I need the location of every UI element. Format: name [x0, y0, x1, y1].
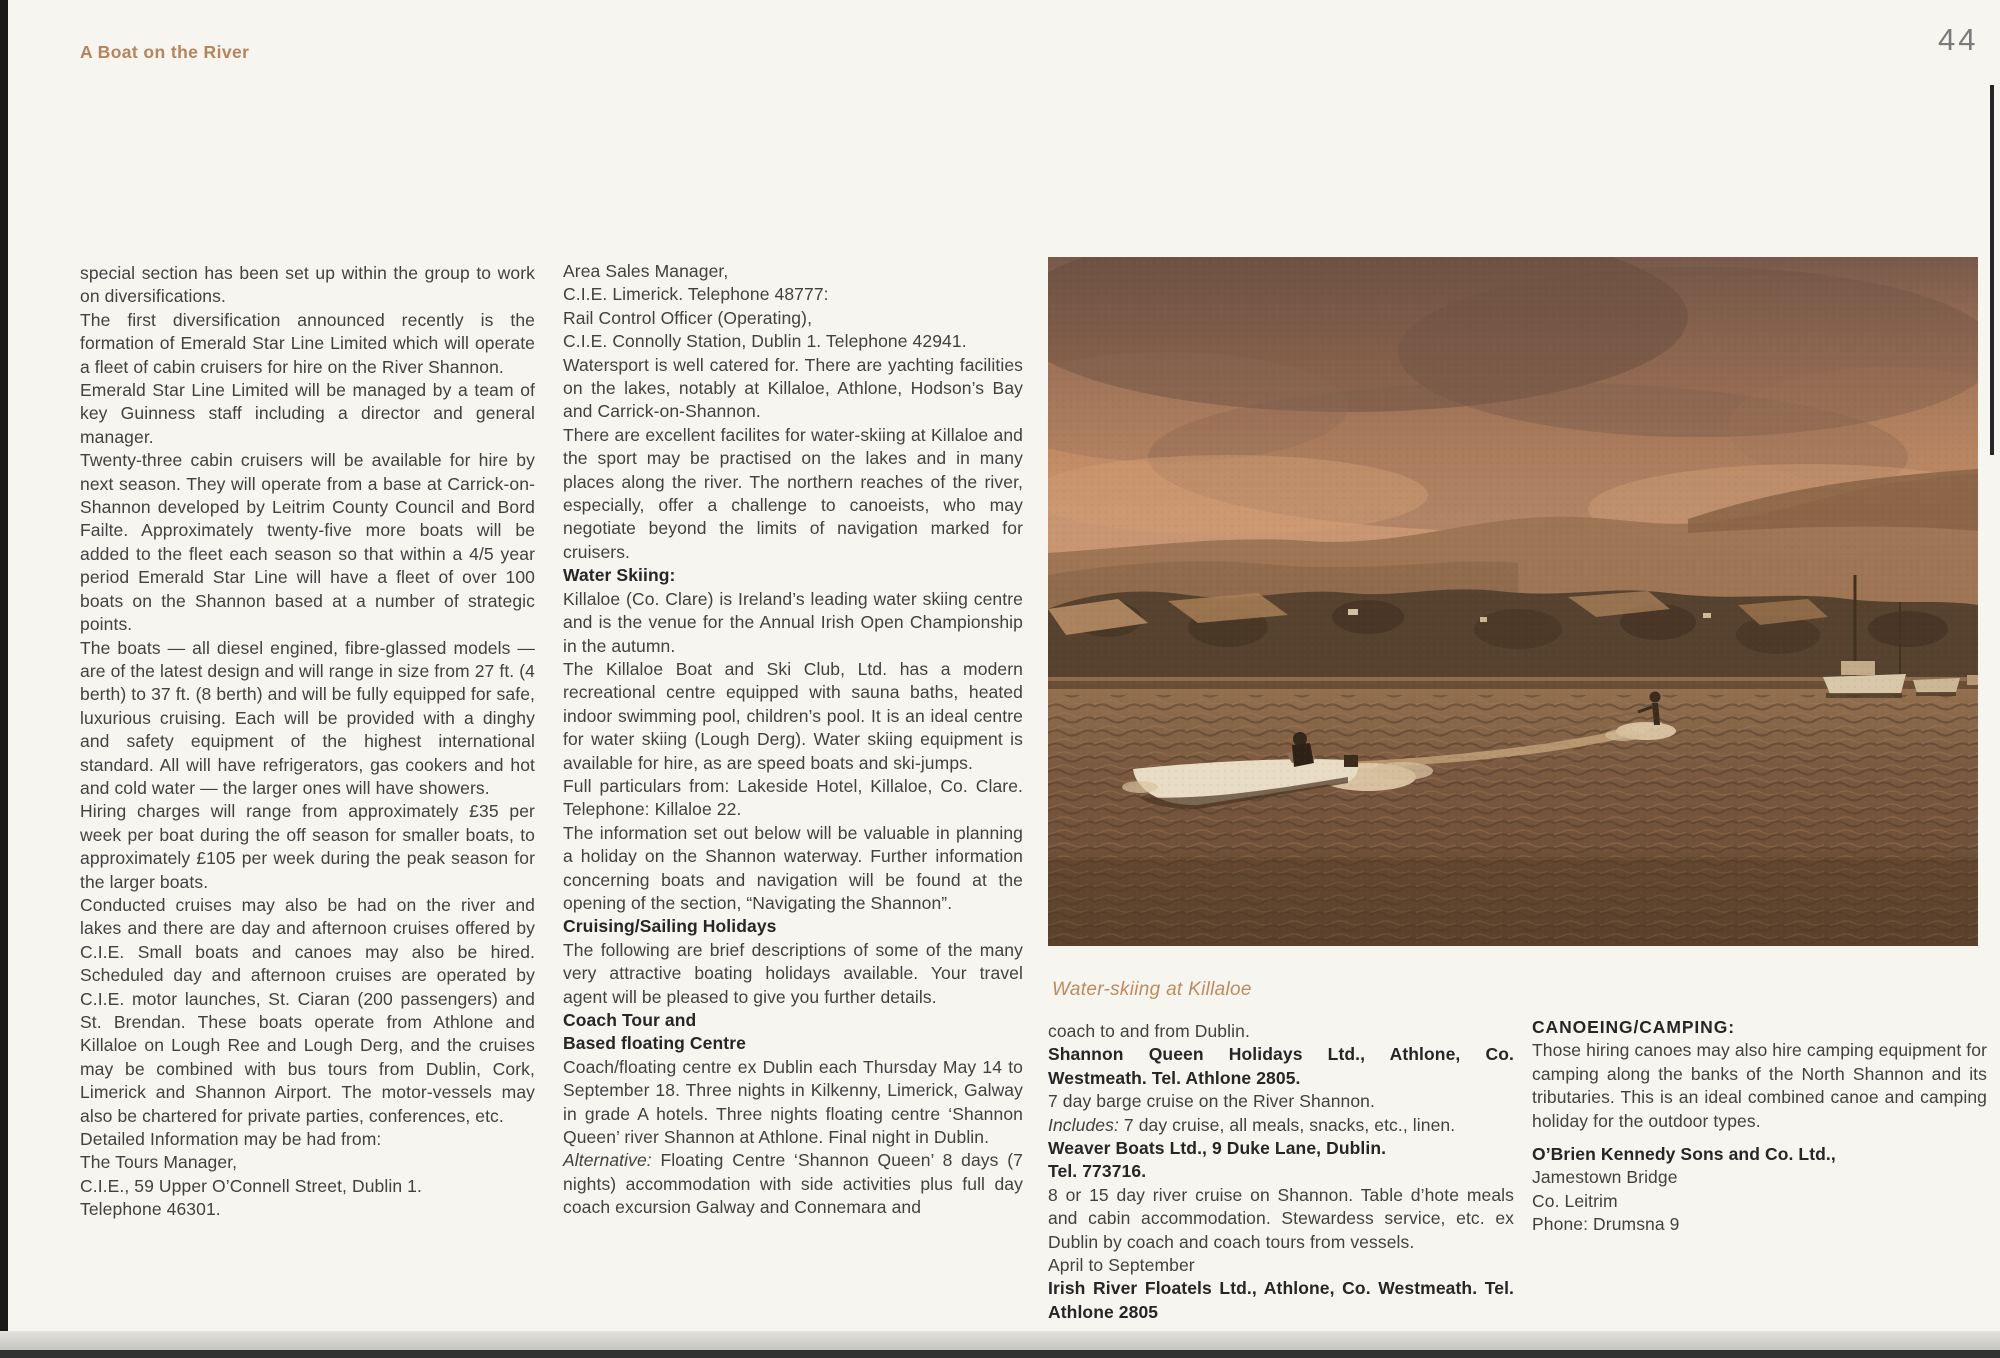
text-block: Telephone 46301. — [80, 1199, 221, 1220]
text-block: Phone: Drumsna 9 — [1532, 1214, 1680, 1235]
text-block: Full particulars from: Lakeside Hotel, Killaloe, Co. Clare. Telephone: Killaloe 22. — [563, 775, 1023, 820]
column-3 — [1048, 1020, 1514, 1324]
text-block: Those hiring canoes may also hire camping equipment for camping along the banks of the North Shannon and its tributaries. This is an ideal combined canoe and camping holiday for the outdoor types. — [1532, 1040, 1987, 1131]
section-heading: Cruising/Sailing Holidays — [563, 916, 777, 937]
text-block: Detailed Information may be had from: — [80, 1129, 382, 1150]
text-block: The Tours Manager, — [80, 1152, 238, 1173]
text-block: coach to and from Dublin. — [1048, 1021, 1250, 1041]
text-block: C.I.E. Limerick. Telephone 48777: — [563, 284, 829, 305]
text-block: C.I.E. Connolly Station, Dublin 1. Telephone 42941. — [563, 331, 967, 352]
text-block: special section has been set up within the group to work on diversifications. — [80, 263, 535, 307]
text-block: Killaloe (Co. Clare) is Ireland’s leading water skiing centre and is the venue for the Annual Irish Open Championship in the autumn. — [563, 588, 1023, 656]
scan-edge-bottom-light — [0, 1331, 2000, 1350]
text-block: Area Sales Manager, — [563, 261, 729, 281]
section-heading: Water Skiing: — [563, 565, 676, 586]
text-block: Irish River Floatels Ltd., Athlone, Co. Westmeath. Tel. Athlone 2805 — [1048, 1278, 1514, 1322]
text-block: The first diversification announced recently is the formation of Emerald Star Line Limited which will operate a fleet of cabin cruisers for hire on the River Shannon. — [80, 309, 535, 377]
text-block: April to September — [1048, 1255, 1195, 1276]
text-block: Tel. 773716. — [1048, 1161, 1147, 1182]
page-number: 44 — [1938, 22, 1979, 57]
text-block: Co. Leitrim — [1532, 1190, 1618, 1211]
section-heading: Coach Tour and — [563, 1010, 697, 1030]
text-block: Shannon Queen Holidays Ltd., Athlone, Co. Westmeath. Tel. Athlone 2805. — [1048, 1044, 1514, 1088]
scan-edge-bottom-dark — [0, 1350, 2000, 1358]
section-heading: Based floating Centre — [563, 1033, 746, 1054]
text-block: The boats — all diesel engined, fibre-glassed models — are of the latest design and will range in size from 27 ft. (4 berth) to 37 ft. (8 berth) and will be fully equipped for safe, luxurious cruising. Each will be provided with a dinghy and safety equipment of the highest international standard. All will have refrigerators, gas cookers and hot and cold water — the larger ones will have showers. — [80, 637, 535, 798]
column-4 — [1532, 1016, 1987, 1237]
text-block: O’Brien Kennedy Sons and Co. Ltd., — [1532, 1144, 1836, 1165]
text-block: Hiring charges will range from approximately £35 per week per boat during the off season for smaller boats, to approximately £105 per week during the peak season for the larger boats. — [80, 801, 535, 892]
running-header: A Boat on the River — [80, 42, 250, 62]
text-block: Weaver Boats Ltd., 9 Duke Lane, Dublin. — [1048, 1138, 1387, 1159]
text-block: Rail Control Officer (Operating), — [563, 307, 813, 328]
text-block: Includes: 7 day cruise, all meals, snacks, etc., linen. — [1048, 1114, 1456, 1135]
text-block: 8 or 15 day river cruise on Shannon. Table d’hote meals and cabin accommodation. Stewardess service, etc. ex Dublin by coach and coach tours from vessels. — [1048, 1184, 1514, 1252]
text-block: The following are brief descriptions of some of the many very attractive boating holidays available. Your travel agent will be pleased to give you further details. — [563, 939, 1023, 1007]
text-block: 7 day barge cruise on the River Shannon. — [1048, 1091, 1375, 1112]
section-heading: CANOEING/CAMPING: — [1532, 1017, 1735, 1037]
text-block: Conducted cruises may also be had on the river and lakes and there are day and afternoon cruises offered by C.I.E. Small boats and canoes may also be hired. Scheduled day and afternoon cruises are operated by C.I.E. motor launches, St. Ciaran (200 passengers) and St. Brendan. These boats operate from Athlone and Killaloe on Lough Ree and Lough Derg, and the cruises may be combined with bus tours from Dublin, Cork, Limerick and Shannon Airport. The motor-vessels may also be chartered for private parties, conferences, etc. — [80, 894, 535, 1126]
text-block: Coach/floating centre ex Dublin each Thursday May 14 to September 18. Three nights in Kilkenny, Limerick, Galway in grade A hotels. Three nights floating centre ‘Shannon Queen’ river Shannon at Athlone. Final night in Dublin. — [563, 1056, 1023, 1148]
text-block: Alternative: Floating Centre ‘Shannon Queen’ 8 days (7 nights) accommodation with side activities plus full day coach excursion Galway and Connemara and — [563, 1150, 1023, 1218]
text-block: C.I.E., 59 Upper O’Connell Street, Dublin 1. — [80, 1175, 422, 1196]
column-2 — [563, 260, 1023, 1220]
photo-caption: Water-skiing at Killaloe — [1052, 979, 1252, 1000]
text-block: Jamestown Bridge — [1532, 1167, 1678, 1188]
text-block: The information set out below will be valuable in planning a holiday on the Shannon waterway. Further information concerning boats and navigation will be found at the opening of the section, “Navigating the Shannon”. — [563, 822, 1023, 913]
scan-edge-right-line — [1990, 85, 1994, 455]
photo-grain — [1048, 257, 1978, 946]
text-block: Emerald Star Line Limited will be managed by a team of key Guinness staff including a director and general manager. — [80, 380, 535, 447]
photo-water-skiing — [1048, 257, 1978, 946]
text-block: The Killaloe Boat and Ski Club, Ltd. has a modern recreational centre equipped with sauna baths, heated indoor swimming pool, children’s pool. It is an ideal centre for water skiing (Lough Derg). Water skiing equipment is available for hire, as are speed boats and ski-jumps. — [563, 658, 1023, 773]
scan-edge-left-bar — [0, 0, 8, 1358]
text-block: There are excellent facilites for water-skiing at Killaloe and the sport may be practised on the lakes and in many places along the river. The northern reaches of the river, especially, offer a challenge to canoeists, who may negotiate beyond the limits of navigation marked for cruisers. — [563, 424, 1023, 562]
text-block: Twenty-three cabin cruisers will be available for hire by next season. They will operate from a base at Carrick-on-Shannon developed by Leitrim County Council and Bord Failte. Approximately twenty-five more boats will be added to the fleet each season so that within a 4/5 year period Emerald Star Line will have a fleet of over 100 boats on the Shannon based at a number of strategic points. — [80, 450, 535, 635]
text-block: Watersport is well catered for. There are yachting facilities on the lakes, notably at Killaloe, Athlone, Hodson’s Bay and Carrick-on-Shannon. — [563, 354, 1023, 422]
column-1 — [80, 262, 535, 1222]
